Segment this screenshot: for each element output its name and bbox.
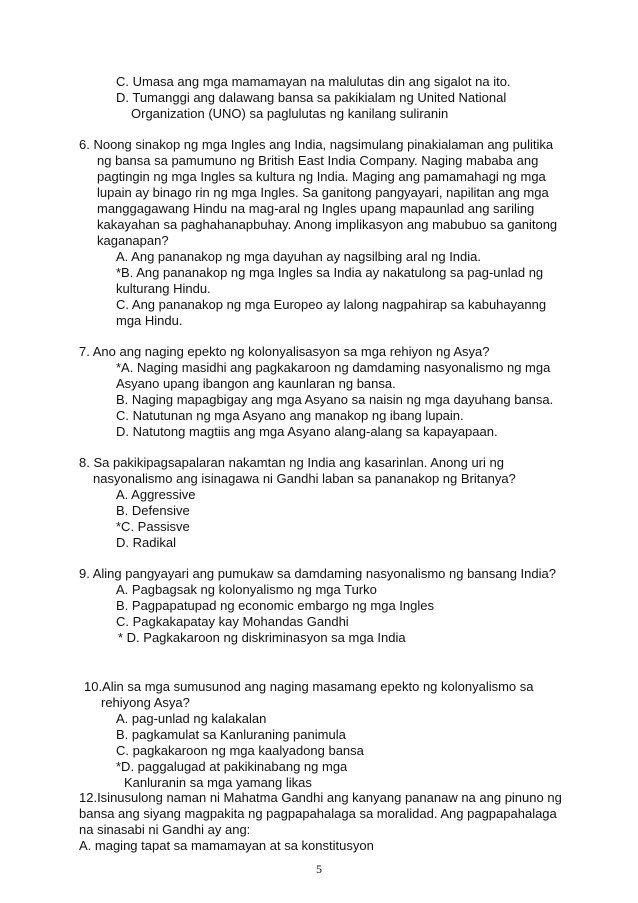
q7-option-b: B. Naging mapagbigay ang mga Asyano sa naisin ng mga dayuhang bansa. [116, 392, 554, 407]
q8-option-a: A. Aggressive [116, 487, 196, 502]
q7-stem: 7. Ano ang naging epekto ng kolonyalisasyon sa mga rehiyon ng Asya? [79, 344, 490, 359]
q12-stem-line: 12.Isinusulong naman ni Mahatma Gandhi ang kanyang pananaw na ang pinuno ng [79, 790, 562, 805]
q10-option-a: A. pag-unlad ng kalakalan [116, 711, 267, 726]
q7-option-a: *A. Naging masidhi ang pagkakaroon ng damdaming nasyonalismo ng mga [116, 360, 551, 375]
q9-option-a: A. Pagbagsak ng kolonyalismo ng mga Turko [116, 582, 377, 597]
q6-stem-line: kaganapan? [97, 233, 169, 248]
q6-option-c: C. Ang pananakop ng mga Europeo ay lalong nagpahirap sa kabuhayanng [116, 297, 547, 312]
q6-stem-line: ng bansa sa pamumuno ng British East India Company. Naging mababa ang [97, 153, 539, 168]
q6-stem-line: 6. Noong sinakop ng mga Ingles ang India, nagsimulang pinakialaman ang pulitika [79, 137, 554, 152]
q6-stem-line: pagtingin ng mga Ingles sa kultura ng India. Maging ang pamamahagi ng mga [97, 169, 546, 184]
q10-option-d: *D. paggalugad at pakikinabang ng mga [116, 759, 348, 774]
q12-stem-line: na sinasabi ni Gandhi ay ang: [79, 822, 251, 837]
q8-option-b: B. Defensive [116, 503, 190, 518]
q8-option-c: *C. Passisve [116, 519, 190, 534]
q6-option-a: A. Ang pananakop ng mga dayuhan ay nagsilbing aral ng India. [116, 249, 481, 264]
q10-option-b: B. pagkamulat sa Kanluraning panimula [116, 727, 346, 742]
q10-option-d-cont: Kanluranin sa mga yamang likas [124, 775, 312, 790]
q9-stem: 9. Aling pangyayari ang pumukaw sa damdaming nasyonalismo ng bansang India? [79, 566, 556, 581]
q9-option-b: B. Pagpapatupad ng economic embargo ng mga Ingles [116, 598, 434, 613]
q12-stem-line: bansa ang siyang magpakita ng pagpapahalaga sa moralidad. Ang pagpapahalaga [79, 806, 557, 821]
q6-stem-line: manggagawang Hindu na mag-aral ng Ingles upang mapaunlad ang sariling [97, 201, 535, 216]
q6-option-c-cont: mga Hindu. [116, 313, 183, 328]
q8-option-d: D. Radikal [116, 535, 176, 550]
q9-option-c: C. Pagkakapatay kay Mohandas Gandhi [116, 614, 349, 629]
q7-option-a-cont: Asyano upang ibangon ang kaunlaran ng bansa. [116, 376, 396, 391]
q12-option-a: A. maging tapat sa mamamayan at sa konstitusyon [79, 838, 374, 853]
q10-option-c: C. pagkakaroon ng mga kaalyadong bansa [116, 743, 364, 758]
q10-stem-line: rehiyong Asya? [101, 695, 190, 710]
page-number: 5 [316, 862, 322, 876]
q6-stem-line: kakayahan sa paghahanapbuhay. Anong implikasyon ang mabubuo sa ganitong [97, 217, 558, 232]
option-d-prev: D. Tumanggi ang dalawang bansa sa pakikialam ng United National [116, 90, 507, 105]
q10-stem-line: 10.Alin sa mga sumusunod ang naging masamang epekto ng kolonyalismo sa [84, 679, 534, 694]
q8-stem-line: nasyonalismo ang isinagawa ni Gandhi laban sa pananakop ng Britanya? [93, 471, 516, 486]
option-c-prev: C. Umasa ang mga mamamayan na malulutas din ang sigalot na ito. [116, 74, 511, 89]
q6-option-b-cont: kulturang Hindu. [116, 281, 211, 296]
q9-option-d: * D. Pagkakaroon ng diskriminasyon sa mga India [118, 630, 406, 645]
q8-stem-line: 8. Sa pakikipagsapalaran nakamtan ng India ang kasarinlan. Anong uri ng [79, 455, 504, 470]
q7-option-d: D. Natutong magtiis ang mga Asyano alang-alang sa kapayapaan. [116, 424, 498, 439]
option-d-prev-cont: Organization (UNO) sa paglulutas ng kanilang suliranin [131, 106, 449, 121]
q6-option-b: *B. Ang pananakop ng mga Ingles sa India ay nakatulong sa pag-unlad ng [116, 265, 544, 280]
q7-option-c: C. Natutunan ng mga Asyano ang manakop ng ibang lupain. [116, 408, 464, 423]
q6-stem-line: lupain ay binago rin ng mga Ingles. Sa ganitong pangyayari, napilitan ang mga [97, 185, 549, 200]
